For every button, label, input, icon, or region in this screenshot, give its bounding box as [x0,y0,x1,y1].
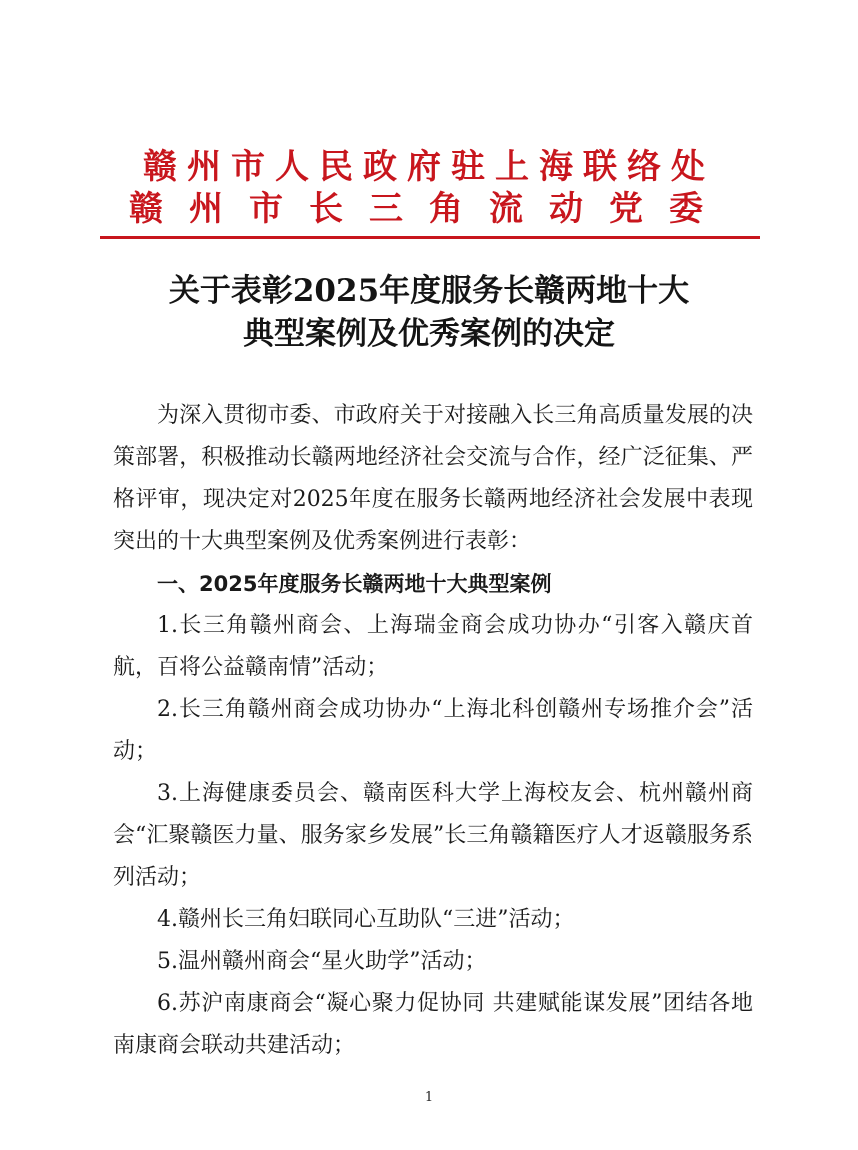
document-title-line-2: 典型案例及优秀案例的决定 [243,316,615,352]
page-number: 1 [424,1090,434,1105]
issuer-line-1: 赣州市人民政府驻上海联络处 [143,147,715,187]
document-body [113,395,753,1067]
intro-paragraph: 为深入贯彻市委、市政府关于对接融入长三角高质量发展的决策部署，积极推动长赣两地经济社会交流与合作，经广泛征集、严格评审，现决定对2025年度在服务长赣两地经济社会发展中表现突出的十大典型案例及优秀案例进行表彰： [113,403,753,554]
list-item: 5.温州赣州商会“星火助学”活动； [157,949,487,974]
list-item: 4.赣州长三角妇联同心互助队“三进”活动； [157,907,575,932]
red-header-rule [100,236,760,239]
list-item: 1.长三角赣州商会、上海瑞金商会成功协办“引客入赣庆首航，百将公益赣南情”活动； [113,613,753,680]
issuer-line-2: 赣州市长三角流动党委 [129,189,729,229]
list-item: 6.苏沪南康商会“凝心聚力促协同 共建赋能谋发展”团结各地南康商会联动共建活动； [113,991,753,1058]
list-item: 3.上海健康委员会、赣南医科大学上海校友会、杭州赣州商会“汇聚赣医力量、服务家乡发展”长三角赣籍医疗人才返赣服务系列活动； [113,781,753,890]
section-heading-1: 一、2025年度服务长赣两地十大典型案例 [157,572,552,596]
list-item: 2.长三角赣州商会成功协办“上海北科创赣州专场推介会”活动； [113,697,753,764]
document-title-line-1: 关于表彰2025年度服务长赣两地十大 [168,273,690,309]
